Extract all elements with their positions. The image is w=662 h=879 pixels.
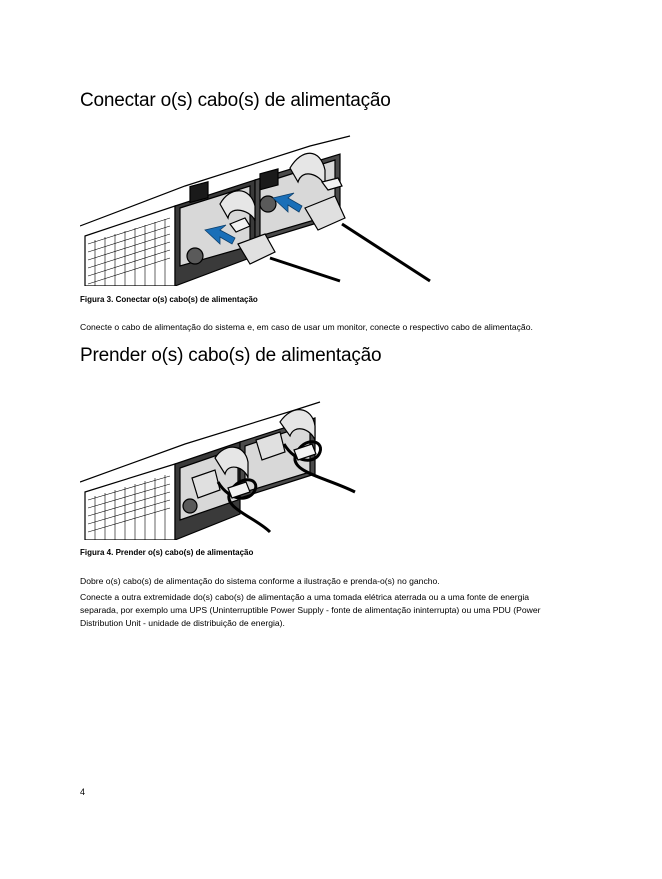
secure-paragraph-2: Conecte a outra extremidade do(s) cabo(s) de alimentação a uma tomada elétrica aterrada ou a uma fonte de energia separada, por exemplo uma UPS (Uninterruptible Power Supply - fonte de alimentação ininterrupta) ou uma PDU (Power Distribution Unit - unidade de distribuição de energia).: [80, 592, 541, 628]
page-number: 4: [80, 787, 86, 797]
connect-paragraph: Conecte o cabo de alimentação do sistema e, em caso de usar um monitor, conecte o respectivo cabo de alimentação.: [80, 322, 533, 332]
section-title-connect: Conectar o(s) cabo(s) de alimentação: [80, 90, 391, 111]
figure-secure-power-cables: [80, 382, 380, 540]
secure-paragraph-1: Dobre o(s) cabo(s) de alimentação do sistema conforme a ilustração e prenda-o(s) no gancho.: [80, 576, 440, 586]
server-chassis: [85, 206, 175, 286]
section-title-secure: Prender o(s) cabo(s) de alimentação: [80, 345, 382, 366]
figure-3-caption: Figura 3. Conectar o(s) cabo(s) de alimentação: [80, 295, 258, 304]
figure-4-caption: Figura 4. Prender o(s) cabo(s) de alimentação: [80, 548, 254, 557]
figure-connect-power-cables: [80, 126, 440, 286]
